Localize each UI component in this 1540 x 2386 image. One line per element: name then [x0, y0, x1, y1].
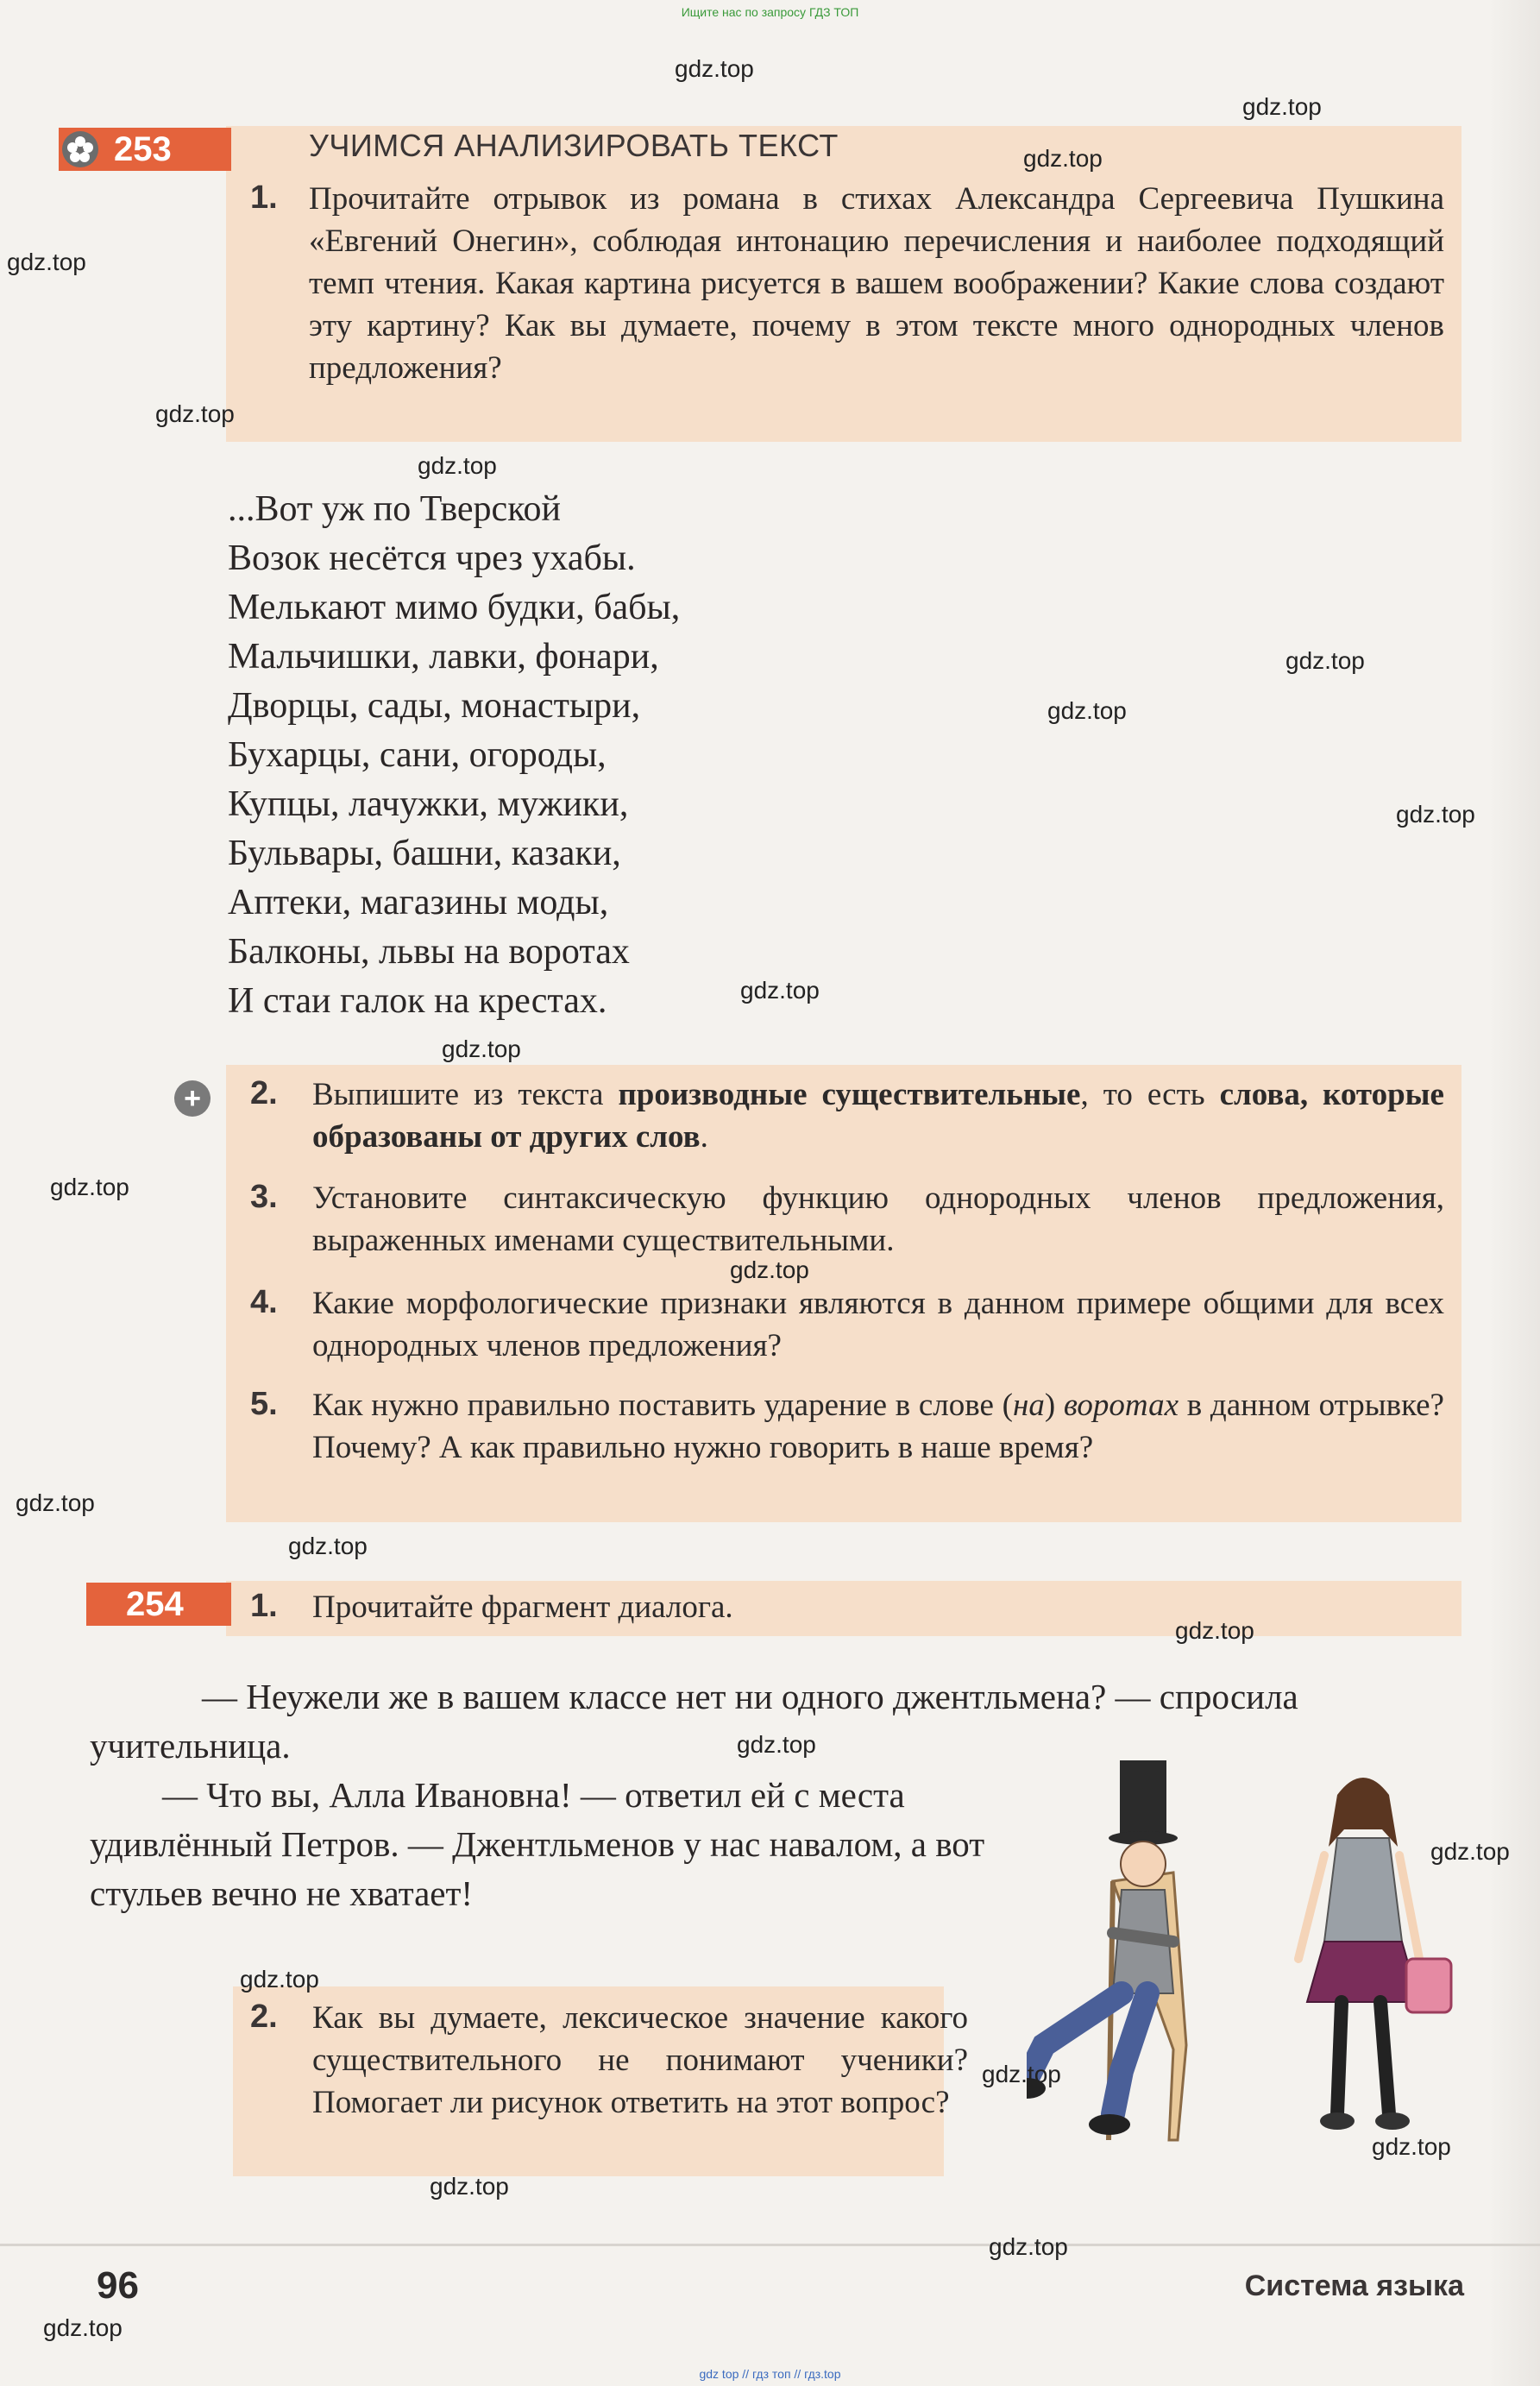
- dialog-paragraph-1: — Неужели же в вашем классе нет ни одного джентльмена? — спросила учительница.: [90, 1677, 1298, 1766]
- ex253-task3-number: 3.: [250, 1179, 278, 1215]
- ex253-task4-number: 4.: [250, 1284, 278, 1320]
- poem-line: Мелькают мимо будки, бабы,: [228, 588, 681, 627]
- page-number: 96: [97, 2264, 139, 2307]
- ex253-badge: [59, 128, 231, 171]
- watermark: gdz.top: [1023, 145, 1103, 172]
- poem-line: Бухарцы, сани, огороды,: [228, 735, 607, 775]
- poem-line: И стаи галок на крестах.: [228, 981, 607, 1021]
- task2-text-part: , то есть: [1080, 1077, 1220, 1112]
- task5-text-part: в данном отрывке? Почему? А как правильно нужно говорить в наше время?: [312, 1388, 1444, 1465]
- page-edge-shadow: [1488, 0, 1540, 2386]
- watermark: gdz.top: [1372, 2133, 1451, 2160]
- watermark: gdz.top: [7, 249, 86, 275]
- ex254-task1-number: 1.: [250, 1588, 278, 1624]
- ex254-badge: [86, 1583, 231, 1626]
- ex253-task1-number: 1.: [250, 179, 278, 216]
- watermark: gdz.top: [1285, 647, 1365, 674]
- flower-icon: [62, 131, 98, 167]
- watermark: gdz.top: [989, 2233, 1068, 2260]
- ex253-number: 253: [114, 130, 172, 168]
- watermark: gdz.top: [442, 1036, 521, 1062]
- poem-line: Возок несётся чрез ухабы.: [228, 538, 636, 578]
- poem-line: Мальчишки, лавки, фонари,: [228, 637, 659, 677]
- illustration-boy-girl: [1027, 1734, 1493, 2149]
- ex254-task1-text: Прочитайте фрагмент диалога.: [312, 1590, 733, 1625]
- task5-italic: на: [1012, 1388, 1045, 1423]
- ex253-task3-text: Установите синтаксическую функцию однородных членов предложения, выраженных именами существительными.: [312, 1180, 1444, 1258]
- dialog-paragraph-2: — Что вы, Алла Ивановна! — ответил ей с места удивлённый Петров. — Джентльменов у нас навалом, а вот стульев вечно не хватает!: [90, 1775, 985, 1913]
- watermark: gdz.top: [675, 55, 754, 82]
- watermark: gdz.top: [1175, 1617, 1254, 1644]
- poem-line: Дворцы, сады, монастыри,: [228, 686, 641, 726]
- ex253-task2-text: [312, 1073, 1444, 1158]
- task2-text-part: .: [700, 1119, 708, 1155]
- poem-line: ...Вот уж по Тверской: [228, 489, 561, 529]
- task5-italic-word: воротах: [1063, 1388, 1179, 1423]
- watermark: gdz.top: [740, 977, 820, 1004]
- bottom-banner[interactable]: gdz top // гдз топ // гдз.top: [699, 2367, 841, 2381]
- term-definition: слова, которые образованы от других слов: [312, 1077, 1444, 1155]
- watermark: gdz.top: [43, 2314, 123, 2341]
- ex253-heading: УЧИМСЯ АНАЛИЗИРОВАТЬ ТЕКСТ: [309, 128, 839, 163]
- ex254-task2-number: 2.: [250, 1999, 278, 2035]
- term-derived-nouns: производные существительные: [618, 1077, 1081, 1112]
- task5-text-part: ): [1044, 1388, 1064, 1423]
- watermark: gdz.top: [1396, 801, 1475, 828]
- poem-line: Балконы, львы на воротах: [228, 932, 630, 972]
- watermark: gdz.top: [430, 2173, 509, 2200]
- girl-figure: [1298, 1778, 1451, 2130]
- ex253-task5-text: [312, 1384, 1444, 1469]
- task2-text-part: Выпишите из текста: [312, 1077, 619, 1112]
- watermark: gdz.top: [1242, 93, 1322, 120]
- watermark: gdz.top: [982, 2061, 1061, 2087]
- poem-line: Аптеки, магазины моды,: [228, 883, 609, 922]
- watermark: gdz.top: [730, 1256, 809, 1283]
- ex253-task1-text: Прочитайте отрывок из романа в стихах Александра Сергеевича Пушкина «Евгений Онегин», соблюдая интонацию перечисления и наиболее подходящий темп чтения. Какая картина рисуется в вашем воображении? Какие слова создают эту картину? Как вы думаете, почему в этом тексте много однородных членов предложения?: [309, 181, 1444, 386]
- watermark: gdz.top: [155, 400, 235, 427]
- watermark: gdz.top: [16, 1489, 95, 1516]
- ex253-task2-number: 2.: [250, 1075, 278, 1111]
- running-title: Система языка: [1244, 2270, 1464, 2302]
- watermark: gdz.top: [418, 452, 497, 479]
- watermark: gdz.top: [240, 1966, 319, 1993]
- ex254-task2-text: Как вы думаете, лексическое значение какого существительного не понимают ученики? Помогает ли рисунок ответить на этот вопрос?: [312, 2000, 968, 2120]
- ex253-task5-number: 5.: [250, 1386, 278, 1422]
- watermark: gdz.top: [1430, 1838, 1510, 1865]
- watermark: gdz.top: [737, 1731, 816, 1758]
- poem-line: Купцы, лачужки, мужики,: [228, 784, 629, 824]
- poem-line: Бульвары, башни, казаки,: [228, 834, 621, 873]
- plus-icon: +: [174, 1080, 211, 1117]
- task5-text-part: Как нужно правильно поставить ударение в слове (: [312, 1388, 1013, 1423]
- ex254-number: 254: [126, 1585, 184, 1623]
- top-banner[interactable]: Ищите нас по запросу ГДЗ ТОП: [681, 5, 859, 19]
- ex253-task4-text: Какие морфологические признаки являются в данном примере общими для всех однородных членов предложения?: [312, 1286, 1444, 1363]
- poem: [228, 485, 680, 1026]
- watermark: gdz.top: [50, 1174, 129, 1200]
- watermark: gdz.top: [288, 1533, 368, 1559]
- footer-divider: [0, 2244, 1540, 2246]
- watermark: gdz.top: [1047, 697, 1127, 724]
